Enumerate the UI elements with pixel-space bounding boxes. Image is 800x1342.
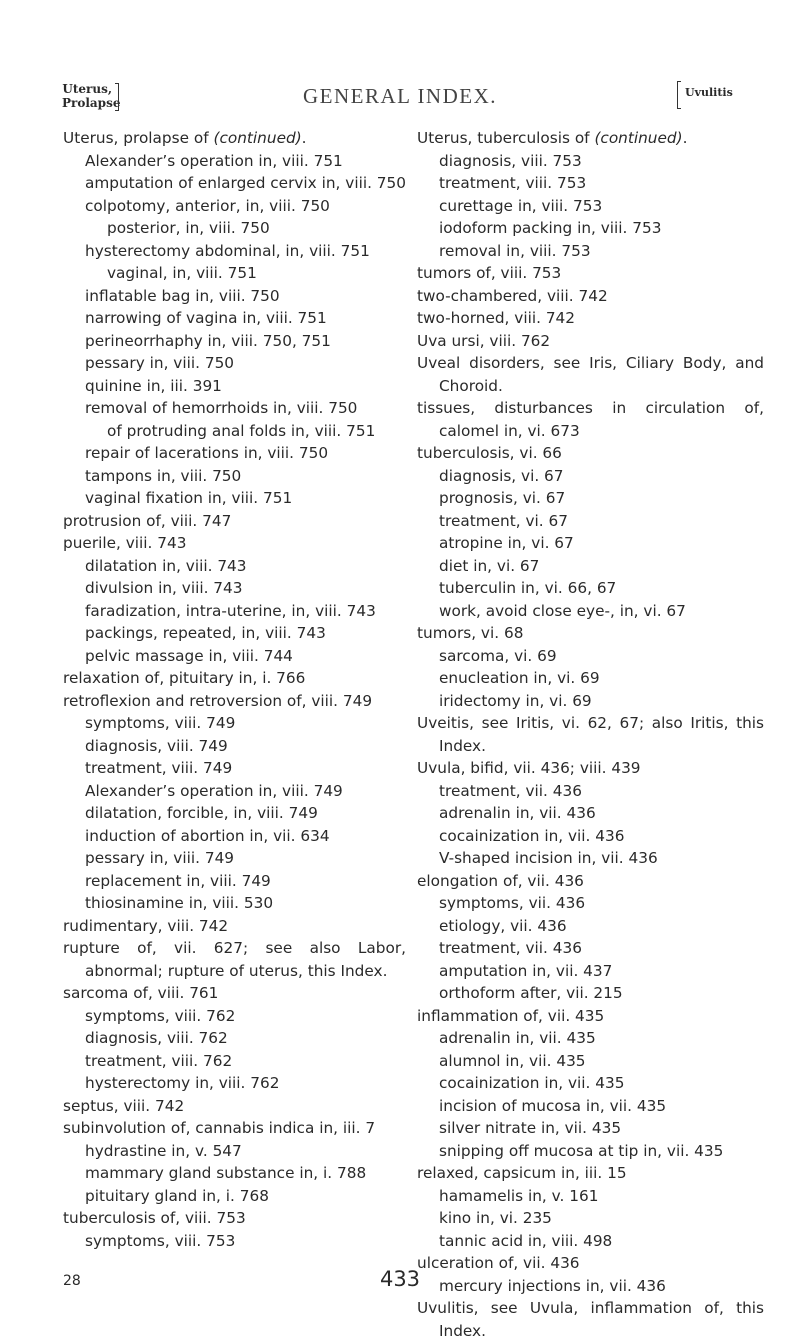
entry-text: repair of lacerations in, viii. 750 [85, 444, 329, 462]
entry-text: tannic acid in, viii. 498 [439, 1231, 613, 1250]
bracket-icon [677, 81, 681, 109]
index-entry [41, 937, 406, 982]
index-entry [417, 645, 764, 668]
entry-text: alumnol in, vii. 435 [439, 1051, 586, 1070]
entry-text: sarcoma of, viii. 761 [63, 984, 219, 1002]
index-entry [63, 712, 406, 735]
left-guide-line1: Uterus, [62, 82, 112, 96]
entry-text: Uterus, prolapse of [63, 129, 214, 147]
index-entry [63, 1050, 406, 1073]
entry-text: thiosinamine in, viii. 530 [85, 894, 274, 912]
entry-text: kino in, vi. 235 [439, 1209, 552, 1227]
entry-text: ulceration of, vii. 436 [417, 1254, 580, 1272]
index-entry [417, 1117, 764, 1140]
index-entry [395, 870, 764, 893]
index-entry [395, 307, 764, 330]
entry-text: inflatable bag in, viii. 750 [85, 286, 280, 305]
index-entry [417, 667, 764, 690]
index-entry [63, 577, 406, 600]
entry-text: vaginal fixation in, viii. 751 [85, 489, 293, 507]
entry-text: two-horned, viii. 742 [417, 309, 576, 327]
entry-text: symptoms, viii. 749 [85, 714, 236, 732]
index-entry [63, 892, 406, 915]
entry-text: amputation of enlarged cervix in, viii. 750 [85, 174, 406, 192]
running-title: GENERAL INDEX. [302, 84, 498, 108]
entry-text: relaxation of, pituitary in, i. 766 [63, 669, 306, 687]
index-entry [63, 825, 406, 848]
index-entry [417, 555, 764, 578]
index-entry [63, 240, 406, 263]
index-entry [417, 1027, 764, 1050]
index-entry [63, 757, 406, 780]
index-entry [41, 532, 406, 555]
index-entry [417, 127, 764, 150]
entry-text: rupture of, vii. 627; see also Labor, abnormal; rupture of uterus, this Index. [63, 939, 406, 980]
index-entry [63, 172, 406, 195]
index-entry [417, 195, 764, 218]
index-entry [417, 600, 764, 623]
index-entry [63, 285, 406, 308]
right-guide-label: Uvulitis [685, 86, 733, 99]
entry-text: diagnosis, viii. 753 [439, 151, 582, 170]
index-entry [63, 735, 406, 758]
entry-text: quinine in, iii. 391 [85, 376, 222, 395]
entry-text: tuberculosis, vi. 66 [417, 444, 562, 462]
index-entry [417, 847, 764, 870]
entry-continued: (continued) [213, 129, 302, 147]
entry-text: iridectomy in, vi. 69 [439, 691, 592, 710]
entry-text: Uveitis, see Iritis, vi. 62, 67; also Iritis, this Index. [417, 714, 764, 755]
entry-text: rudimentary, viii. 742 [63, 916, 229, 935]
index-entry [417, 1140, 764, 1163]
entry-text: tampons in, viii. 750 [85, 466, 242, 485]
entry-text: of protruding anal folds in, viii. 751 [107, 421, 376, 440]
index-entry [417, 982, 764, 1005]
entry-text: divulsion in, viii. 743 [85, 579, 243, 597]
index-entry [417, 915, 764, 938]
index-entry [417, 1095, 764, 1118]
index-column-right [417, 127, 764, 1342]
entry-text: removal of hemorrhoids in, viii. 750 [85, 399, 358, 417]
entry-text: tumors of, viii. 753 [417, 264, 562, 282]
index-entry [41, 1095, 406, 1118]
index-entry [417, 712, 764, 757]
index-entry [395, 1005, 764, 1028]
index-entry [41, 915, 406, 938]
index-entry [395, 1162, 764, 1185]
index-entry [417, 465, 764, 488]
entry-text: diagnosis, viii. 749 [85, 736, 228, 755]
index-entry [63, 375, 406, 398]
index-entry [417, 690, 764, 713]
index-entry [63, 1005, 406, 1028]
entry-text: posterior, in, viii. 750 [107, 219, 270, 237]
entry-text: treatment, viii. 753 [439, 174, 587, 192]
entry-text: faradization, intra-uterine, in, viii. 743 [85, 601, 376, 620]
entry-text: pelvic massage in, viii. 744 [85, 646, 293, 665]
index-entry [417, 960, 764, 983]
entry-text: prognosis, vi. 67 [439, 489, 566, 507]
entry-text: Uterus, tuberculosis of [417, 129, 595, 147]
index-entry [417, 802, 764, 825]
entry-text: dilatation, forcible, in, viii. 749 [85, 804, 318, 822]
index-entry [63, 397, 406, 420]
index-entry [63, 217, 406, 240]
entry-text: perineorrhaphy in, viii. 750, 751 [85, 331, 331, 350]
entry-text: treatment, viii. 749 [85, 759, 233, 777]
index-entry [63, 622, 406, 645]
entry-text: relaxed, capsicum in, iii. 15 [417, 1164, 627, 1182]
entry-text: packings, repeated, in, viii. 743 [85, 624, 326, 642]
entry-text: sarcoma, vi. 69 [439, 646, 557, 665]
index-entry [417, 240, 764, 263]
index-entry [63, 555, 406, 578]
index-entry [417, 217, 764, 240]
entry-text: diagnosis, vi. 67 [439, 466, 564, 485]
index-entry [417, 150, 764, 173]
index-entry [63, 780, 406, 803]
index-entry [417, 757, 764, 780]
index-entry [63, 352, 406, 375]
entry-text: silver nitrate in, vii. 435 [439, 1119, 622, 1137]
entry-text: symptoms, viii. 753 [85, 1231, 236, 1250]
index-entry [63, 465, 406, 488]
index-entry [417, 892, 764, 915]
entry-text: tissues, disturbances in circulation of, calomel in, vi. 673 [417, 399, 764, 440]
index-entry [417, 1050, 764, 1073]
page-number: 433 [379, 1267, 421, 1291]
index-entry [63, 1162, 406, 1185]
entry-text: treatment, viii. 762 [85, 1051, 233, 1070]
index-entry [417, 487, 764, 510]
entry-text: enucleation in, vi. 69 [439, 669, 600, 687]
entry-continued: (continued) [594, 129, 683, 147]
entry-text: elongation of, vii. 436 [417, 871, 584, 890]
index-entry [417, 780, 764, 803]
entry-text: atropine in, vi. 67 [439, 534, 574, 552]
entry-text: mammary gland substance in, i. 788 [85, 1164, 367, 1182]
index-entry [41, 510, 406, 533]
entry-text: inflammation of, vii. 435 [417, 1006, 605, 1025]
index-entry [41, 667, 406, 690]
entry-punct: . [682, 129, 688, 147]
index-entry [417, 577, 764, 600]
entry-text: hydrastine in, v. 547 [85, 1141, 242, 1160]
left-guide-line2: Prolapse [62, 96, 121, 110]
index-entry [417, 1072, 764, 1095]
entry-text: diagnosis, viii. 762 [85, 1029, 228, 1047]
entry-text: pituitary gland in, i. 768 [85, 1186, 269, 1205]
index-entry [395, 442, 764, 465]
entry-text: orthoform after, vii. 215 [439, 984, 623, 1002]
entry-text: curettage in, viii. 753 [439, 196, 603, 215]
index-entry [417, 937, 764, 960]
entry-text: symptoms, viii. 762 [85, 1006, 236, 1025]
entry-text: diet in, vi. 67 [439, 556, 540, 575]
entry-text: dilatation in, viii. 743 [85, 556, 247, 575]
index-entry [395, 397, 764, 442]
entry-text: replacement in, viii. 749 [85, 871, 271, 890]
index-entry [417, 825, 764, 848]
index-entry [63, 1072, 406, 1095]
index-entry [63, 330, 406, 353]
entry-text: removal in, viii. 753 [439, 241, 591, 260]
entry-text: cocainization in, vii. 436 [439, 826, 625, 845]
entry-text: adrenalin in, vii. 435 [439, 1029, 596, 1047]
entry-text: amputation in, vii. 437 [439, 961, 613, 980]
index-entry [63, 442, 406, 465]
entry-text: hamamelis in, v. 161 [439, 1186, 599, 1205]
index-entry [417, 1207, 764, 1230]
index-entry [63, 195, 406, 218]
entry-text: snipping off mucosa at tip in, vii. 435 [439, 1141, 724, 1160]
index-entry [63, 1185, 406, 1208]
entry-text: V-shaped incision in, vii. 436 [439, 849, 658, 867]
index-entry [41, 982, 406, 1005]
entry-text: subinvolution of, cannabis indica in, iii. 7 [63, 1119, 376, 1137]
entry-text: hysterectomy abdominal, in, viii. 751 [85, 241, 370, 260]
entry-text: Uva ursi, viii. 762 [417, 331, 551, 350]
entry-text: incision of mucosa in, vii. 435 [439, 1096, 667, 1115]
index-entry [63, 307, 406, 330]
index-entry [63, 487, 406, 510]
entry-text: work, avoid close eye-, in, vi. 67 [439, 601, 686, 620]
right-guide-word [677, 86, 733, 99]
entry-text: septus, viii. 742 [63, 1096, 185, 1115]
index-entry [63, 420, 406, 443]
entry-text: induction of abortion in, vii. 634 [85, 826, 330, 845]
index-entry [63, 1140, 406, 1163]
index-entry [417, 510, 764, 533]
index-entry [63, 600, 406, 623]
entry-text: tumors, vi. 68 [417, 624, 524, 642]
entry-text: hysterectomy in, viii. 762 [85, 1074, 280, 1092]
entry-text: symptoms, vii. 436 [439, 894, 586, 912]
entry-text: protrusion of, viii. 747 [63, 511, 232, 530]
entry-text: Alexander’s operation in, viii. 751 [85, 151, 343, 170]
entry-text: Uvula, bifid, vii. 436; viii. 439 [417, 759, 641, 777]
index-entry [395, 285, 764, 308]
index-entry [63, 870, 406, 893]
entry-text: treatment, vii. 436 [439, 939, 582, 957]
index-entry [63, 150, 406, 173]
index-entry [417, 1297, 764, 1342]
entry-text: Uvulitis, see Uvula, inflammation of, this Index. [417, 1299, 764, 1340]
entry-text: retroflexion and retroversion of, viii. 749 [63, 691, 373, 710]
entry-text: treatment, vii. 436 [439, 781, 582, 800]
index-entry [63, 1230, 406, 1253]
entry-text: puerile, viii. 743 [63, 534, 187, 552]
index-entry [63, 847, 406, 870]
index-entry [63, 645, 406, 668]
entry-text: iodoform packing in, viii. 753 [439, 219, 662, 237]
index-entry [417, 532, 764, 555]
index-entry [63, 802, 406, 825]
index-entry [41, 690, 406, 713]
entry-text: Alexander’s operation in, viii. 749 [85, 781, 343, 800]
index-entry [63, 1027, 406, 1050]
index-entry [417, 1185, 764, 1208]
entry-text: adrenalin in, vii. 436 [439, 804, 596, 822]
index-entry [41, 1207, 406, 1230]
index-entry [63, 127, 406, 150]
page-header [0, 0, 800, 110]
entry-text: tuberculin in, vi. 66, 67 [439, 579, 617, 597]
index-entry [41, 1117, 406, 1140]
index-entry [395, 262, 764, 285]
entry-text: colpotomy, anterior, in, viii. 750 [85, 196, 330, 215]
entry-text: pessary in, viii. 750 [85, 354, 235, 372]
entry-text: mercury injections in, vii. 436 [439, 1276, 666, 1295]
entry-text: vaginal, in, viii. 751 [107, 264, 257, 282]
signature-mark: 28 [63, 1273, 81, 1289]
index-entry [417, 172, 764, 195]
index-entry [63, 262, 406, 285]
index-column-left [63, 127, 406, 1252]
entry-text: treatment, vi. 67 [439, 511, 568, 530]
entry-text: etiology, vii. 436 [439, 916, 567, 935]
index-entry [395, 622, 764, 645]
entry-text: tuberculosis of, viii. 753 [63, 1209, 246, 1227]
entry-text: two-chambered, viii. 742 [417, 286, 608, 305]
entry-text: Uveal disorders, see Iris, Ciliary Body, and Choroid. [417, 354, 764, 395]
entry-text: cocainization in, vii. 435 [439, 1074, 625, 1092]
index-entry [417, 330, 764, 353]
entry-text: pessary in, viii. 749 [85, 849, 235, 867]
entry-punct: . [301, 129, 307, 147]
index-entry [417, 352, 764, 397]
entry-text: narrowing of vagina in, viii. 751 [85, 309, 327, 327]
index-entry [417, 1230, 764, 1253]
